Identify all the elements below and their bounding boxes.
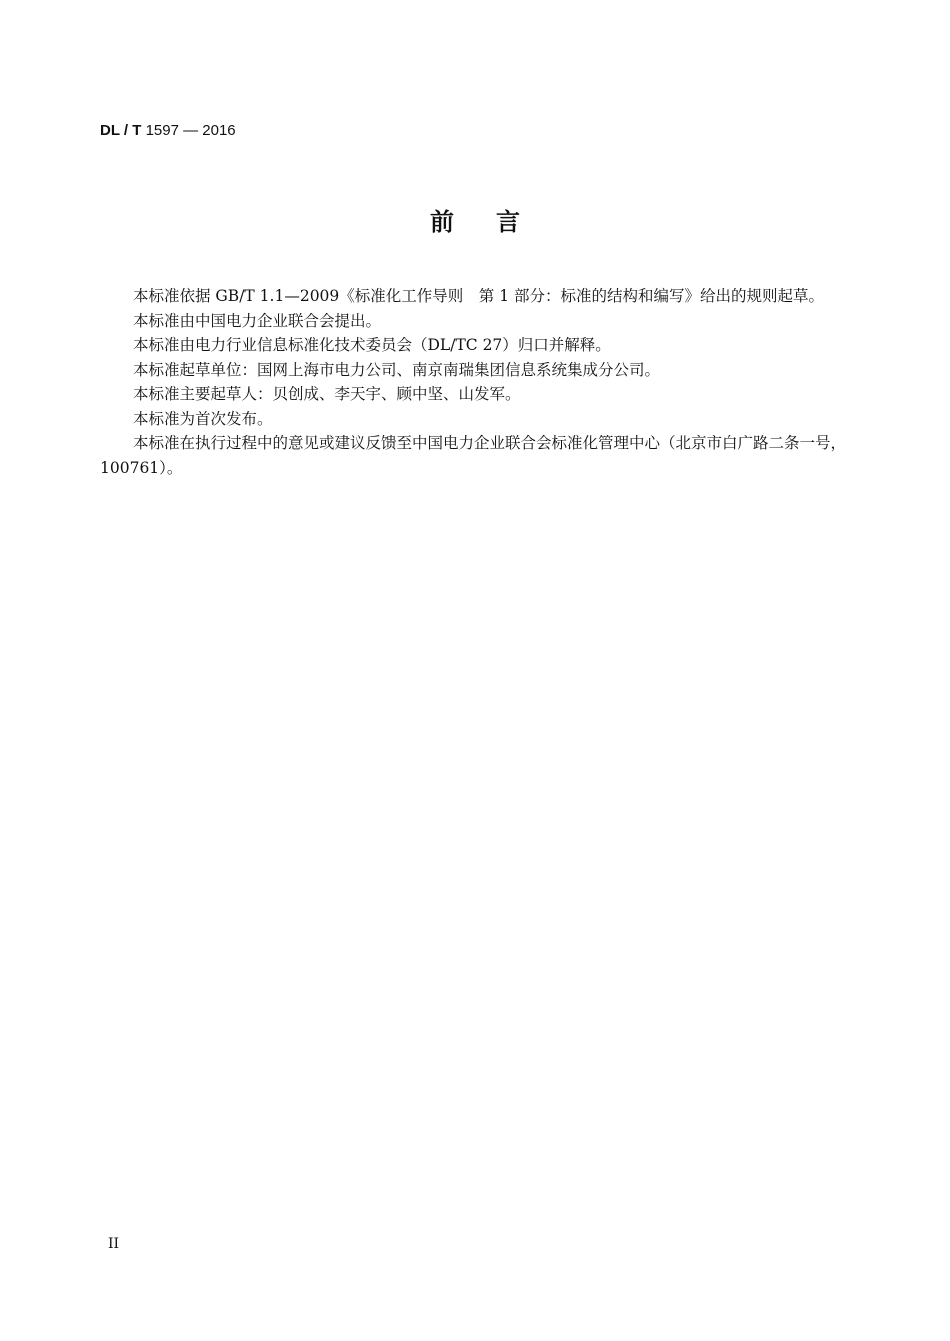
paragraph-feedback: 本标准在执行过程中的意见或建议反馈至中国电力企业联合会标准化管理中心（北京市白广路二条一号，100761）。 (100, 434, 847, 477)
page-title: 前言 (430, 207, 562, 236)
paragraph-drafters: 本标准主要起草人：贝创成、李天宇、顾中坚、山发军。 (133, 385, 521, 403)
standard-code (100, 122, 236, 139)
paragraph-drafting-rules: 本标准依据 GB/T 1.1—2009《标准化工作导则 第 1 部分：标准的结构和编写》给出的规则起草。 (133, 287, 825, 305)
page-number: II (108, 1236, 120, 1252)
paragraph-first-release: 本标准为首次发布。 (133, 409, 273, 428)
paragraph-administrator: 本标准由电力行业信息标准化技术委员会（DL/TC 27）归口并解释。 (133, 336, 611, 354)
standard-code-number: 1597 — 2016 (145, 122, 236, 139)
standard-code-prefix: DL / T (100, 122, 142, 139)
paragraph-proposer: 本标准由中国电力企业联合会提出。 (133, 311, 382, 330)
foreword-body (100, 284, 850, 480)
paragraph-drafting-units: 本标准起草单位：国网上海市电力公司、南京南瑞集团信息系统集成分公司。 (133, 360, 661, 379)
